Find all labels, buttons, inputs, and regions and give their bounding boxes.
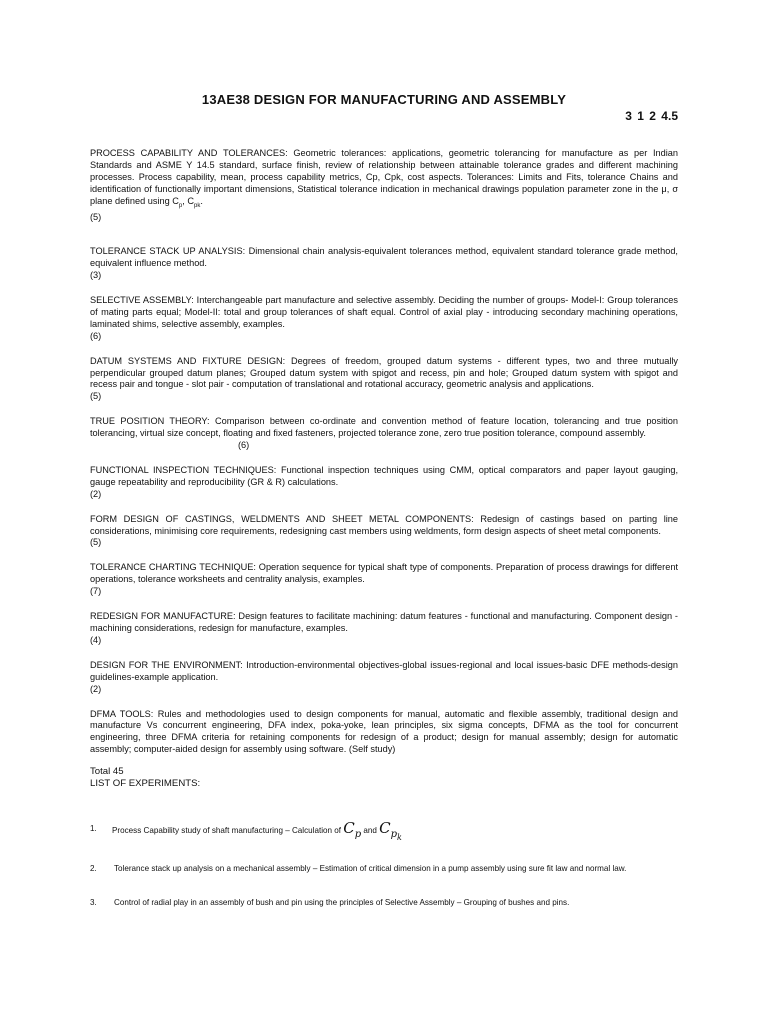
experiment-text: Process Capability study of shaft manufacturing – Calculation of $C_p$ and $C_{p_k}$ [112,819,402,842]
unit-design-environment [90,660,678,696]
experiments-title: LIST OF EXPERIMENTS: [90,777,201,789]
unit-text: DESIGN FOR THE ENVIRONMENT: Introduction-environmental objectives-global issues-regional and local issues-basic DFE methods-design guidelines-example application. [90,659,678,682]
experiment-number: 3. [90,898,97,907]
unit-text: FUNCTIONAL INSPECTION TECHNIQUES: Functional inspection techniques using CMM, optical comparators and paper layout gauging, gauge repeatability and reproducibility (GR & R) calculations. [90,464,678,487]
experiments-list [90,819,690,911]
unit-text: DFMA TOOLS: Rules and methodologies used to design components for manual, automatic and flexible assembly, traditional design and manufacture Vs concurrent engineering, DFA index, poka-yoke, lean principles, six sigma concepts, DFMA as the tool for concurrent engineering, three DFMA criteria for retaining components for redesign of a product; design for manual assembly; design for automatic assembly; computer-aided design for assembly using software. (Self study) [90,708,678,755]
unit-text: PROCESS CAPABILITY AND TOLERANCES: Geometric tolerances: applications, geometric tolerancing for manufacture as per Indian Standards and ASME Y 14.5 standard, surface finish, review of relationship between attainable tolerance grades and different machining processes. Process capability, mean, process capability metrics, Cp, Cpk, cost aspects. Tolerances: Limits and Fits, tolerance Chains and identification of functionally important dimensions, Statistical tolerance indication in mechanical drawings population parameter zone in the μ, σ plane defined using $C_p$, $C_{pk}$. [90,148,678,209]
experiment-text: Tolerance stack up analysis on a mechanical assembly – Estimation of critical dimension in a pump assembly using sure fit law and normal law. [114,864,627,873]
course-title: 13AE38 DESIGN FOR MANUFACTURING AND ASSEMBLY [201,92,567,107]
unit-tolerance-stack-up [90,246,678,282]
cpk-symbol: $C_{p_k}$ [379,819,402,842]
unit-redesign [90,611,678,647]
unit-form-design [90,514,678,550]
unit-dfma-tools [90,709,678,757]
unit-hours: (6) [238,440,250,451]
unit-hours: (5) [90,391,102,402]
unit-selective-assembly [90,295,678,343]
unit-true-position [90,416,678,452]
experiment-item [90,819,690,863]
unit-text: TRUE POSITION THEORY: Comparison between co-ordinate and convention method of feature location, tolerancing and true position tolerancing, virtual size concept, floating and fixed fasteners, projected tolerance zone, zero true position tolerance, compound assembly. [90,416,678,439]
unit-hours: (5) [90,537,102,548]
unit-functional-inspection [90,465,678,501]
unit-hours: (7) [90,586,102,597]
unit-tolerance-charting [90,562,678,598]
unit-hours: (3) [90,270,102,281]
unit-text: FORM DESIGN OF CASTINGS, WELDMENTS AND SHEET METAL COMPONENTS: Redesign of castings based on parting line considerations, minimising core requirements, redesigning cast members using weldments, form design aspects of sheet metal components. [90,513,678,536]
unit-hours: (6) [90,330,102,341]
units-list [90,148,678,789]
unit-text: DATUM SYSTEMS AND FIXTURE DESIGN: Degrees of freedom, grouped datum systems - different types, two and three mutually perpendicular grouped datum planes; Grouped datum system with spigot and recess, pin and hole; Grouped datum system with spigot and recess pair and tongue - slot pair - computation of translational and rotational accuracy, geometric analysis and applications. [90,355,678,390]
unit-text: SELECTIVE ASSEMBLY: Interchangeable part manufacture and selective assembly. Deciding the number of groups- Model-I: Group tolerances of mating parts equal; Model-II: total and group tolerances of shaft equal. Control of axial play - introducing secondary machining operations, laminated shims, selective assembly, examples. [90,294,678,329]
unit-hours: (2) [90,683,102,694]
unit-hours: (5) [90,212,102,223]
unit-text: TOLERANCE CHARTING TECHNIQUE: Operation sequence for typical shaft type of components. Preparation of process drawings for different operations, tolerance worksheets and centrality analysis, examples. [90,562,678,585]
unit-hours: (2) [90,488,102,499]
unit-process-capability [90,148,678,224]
experiment-text: Control of radial play in an assembly of bush and pin using the principles of Selective Assembly – Grouping of bushes and pins. [114,898,570,907]
cp-symbol: $C_p$ [343,819,362,840]
experiment-number: 1. [90,824,97,833]
experiment-number: 2. [90,864,97,873]
unit-text: TOLERANCE STACK UP ANALYSIS: Dimensional chain analysis-equivalent tolerances method, equivalent standard tolerance grade method, equivalent influence method. [90,246,678,269]
credits: 3 1 2 4.5 [625,109,678,123]
unit-text: REDESIGN FOR MANUFACTURE: Design features to facilitate machining: datum features - functional and manufacturing. Component design - machining considerations, redesign for manufacture, examples. [90,611,678,634]
total-hours: Total 45 [90,766,124,778]
experiment-item [90,863,690,897]
unit-datum-systems [90,356,678,404]
unit-hours: (4) [90,634,102,645]
experiment-item [90,897,690,911]
